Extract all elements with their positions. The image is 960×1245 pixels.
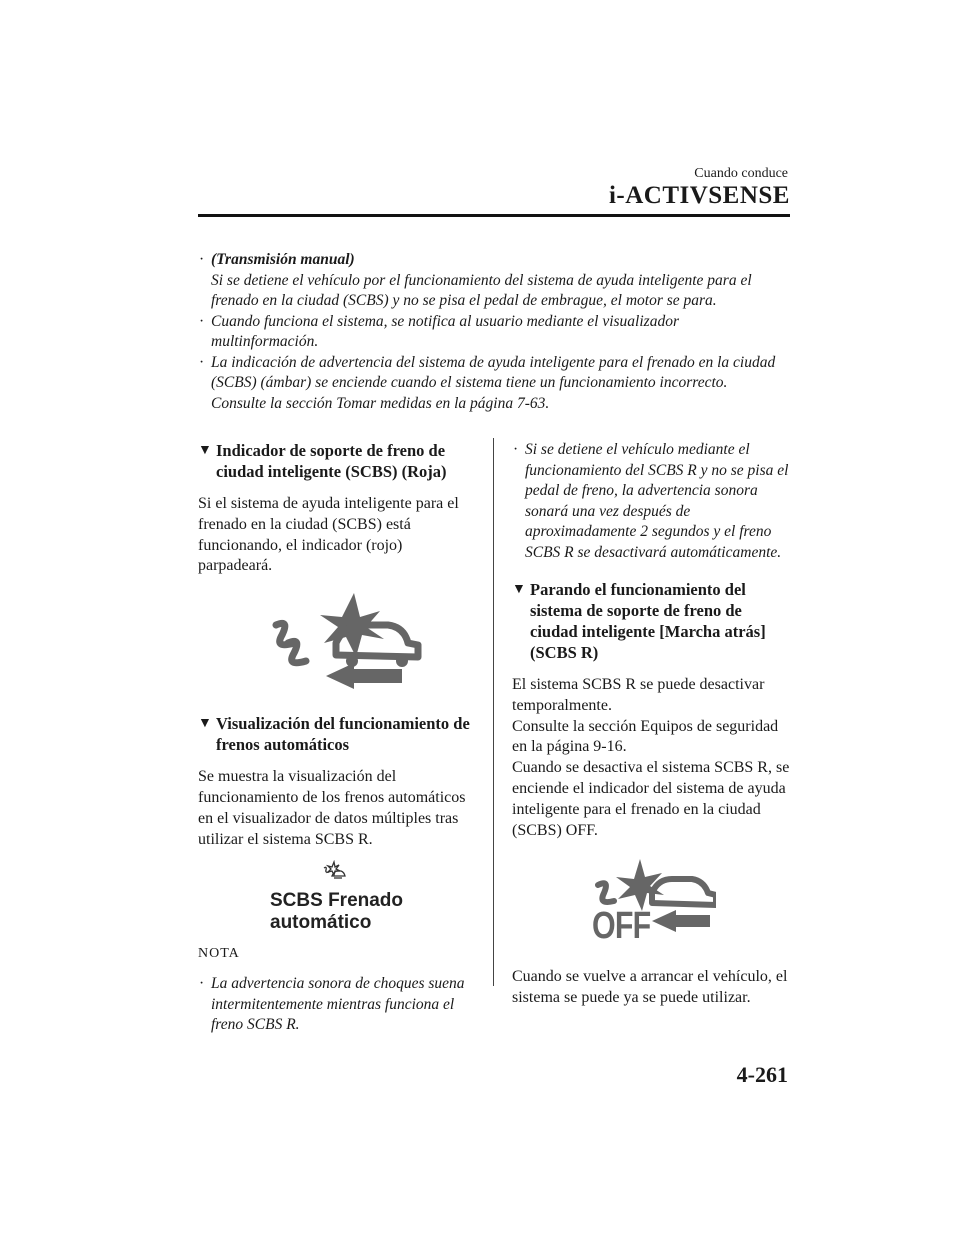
bullet-icon: · [199,251,205,268]
bullet-text: Si se detiene el vehículo por el funcionamiento del sistema de ayuda inteligente para el frenado en la ciudad (SCBS) y no se pisa el pedal de embrague, el motor se para. [211,271,752,309]
top-bullet-list [198,250,790,414]
list-item [198,312,790,353]
paragraph: Se muestra la visualización del funcionamiento de los frenos automáticos en el visualizador de datos múltiples tras utilizar el sistema SCBS R. [198,768,466,848]
heading-text: Visualización del funcionamiento de frenos automáticos [216,714,470,755]
auto-brake-display [270,860,478,934]
bullet-icon: · [513,441,519,458]
display-line: SCBS Frenado [270,890,404,912]
left-column [198,440,478,1036]
bullet-text: La indicación de advertencia del sistema de ayuda inteligente para el frenado en la ciudad (SCBS) (ámbar) se enciende cuando el sistema tiene un funcionamiento incorrecto. [211,353,776,391]
paragraph-text: Cuando se desactiva el sistema SCBS R, se enciende el indicador del sistema de ayuda inteligente para el frenado en la ciudad (SCBS) OFF. [512,759,790,839]
list-item [198,353,790,415]
list-item [512,440,792,563]
page-title: i-ACTIVSENSE [608,182,790,209]
bullet-lead: (Transmisión manual) [211,251,355,268]
bullet-icon: · [199,353,205,371]
bullet-reference: Consulte la sección Tomar medidas en la página 7-63. [211,394,550,412]
scbs-indicator-icon [272,591,422,689]
bullet-text: La advertencia sonora de choques suena intermitentemente mientras funciona el freno SCBS R. [211,975,465,1034]
triangle-down-icon: ▼ [512,582,526,597]
paragraph-reference: Consulte la sección Equipos de seguridad en la página 9-16. [512,717,779,756]
paragraph [512,675,792,841]
paragraph-text: El sistema SCBS R se puede desactivar temporalmente. [512,676,765,714]
display-line: automático [270,912,372,934]
paragraph: Si el sistema de ayuda inteligente para el frenado en la ciudad (SCBS) está funcionando, el indicador (rojo) parpadeará. [198,495,459,575]
heading-text: Indicador de soporte de freno de ciudad inteligente (SCBS) (Roja) [216,441,447,481]
off-label: OFF [592,905,651,948]
triangle-down-icon: ▼ [198,716,212,732]
scbs-off-indicator-icon [592,859,716,951]
bullet-icon: · [199,975,205,993]
bullet-icon: · [199,312,205,330]
triangle-down-icon: ▼ [198,443,212,458]
heading-text: Parando el funcionamiento del sistema de soporte de freno de ciudad inteligente [Marcha atrás] (SCBS R) [530,580,766,662]
section-heading [512,579,792,663]
bullet-text: Cuando funciona el sistema, se notifica al usuario mediante el visualizador multinformación. [211,312,679,350]
list-item [198,250,790,312]
header-section-label: Cuando conduce [694,166,788,181]
paragraph: Cuando se vuelve a arrancar el vehículo, el sistema se puede ya se puede utilizar. [512,968,788,1007]
list-item [198,974,478,1036]
page-number: 4-261 [736,1062,788,1087]
small-collision-icon [322,860,346,880]
section-heading [198,713,478,755]
note-label: NOTA [198,946,240,962]
section-heading [198,440,478,482]
right-column [512,440,792,1009]
header-divider [198,214,790,217]
bullet-text: Si se detiene el vehículo mediante el funcionamiento del SCBS R y no se pisa el pedal de freno, la advertencia sonora sonará una vez después de aproximadamente 2 segundos y el freno SCBS R se desactivará automáticamente. [525,441,789,561]
column-divider [493,438,494,986]
